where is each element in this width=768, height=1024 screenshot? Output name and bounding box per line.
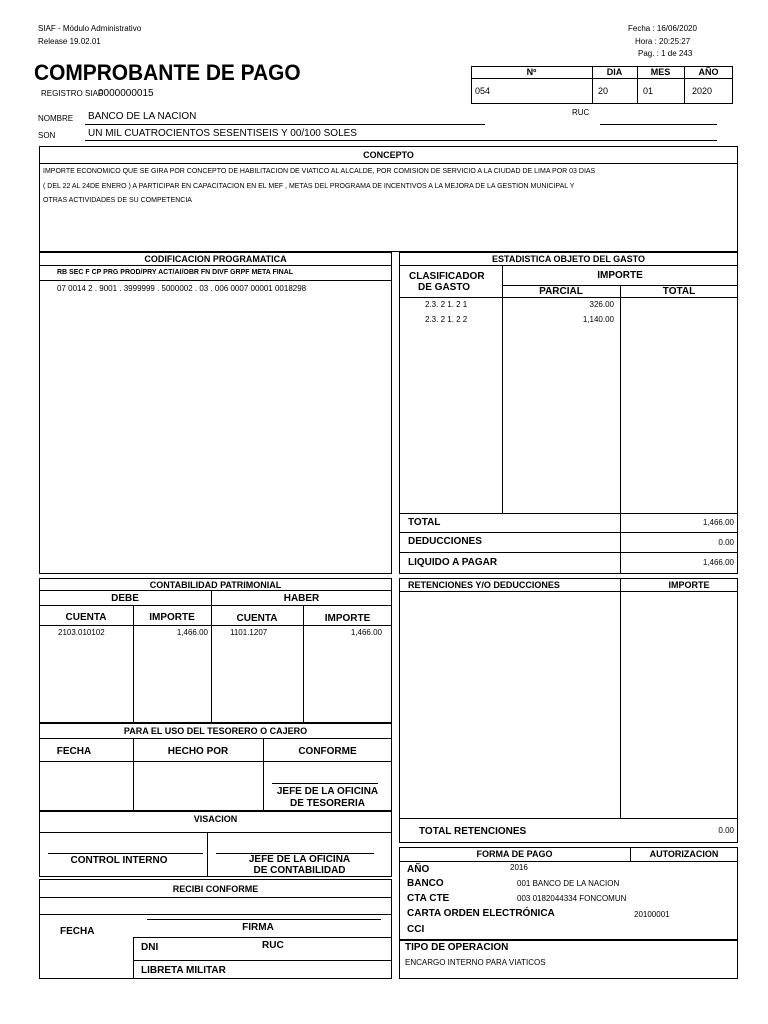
- visacion-title: VISACION: [193, 814, 238, 824]
- parcial-header: PARCIAL: [539, 286, 583, 297]
- numero-value: 054: [475, 86, 491, 96]
- anio-label: AÑO: [698, 67, 719, 77]
- concepto-line-1: IMPORTE ECONOMICO QUE SE GIRA POR CONCEPTO DE HABILITACION DE VIATICO AL ALCALDE, POR COMISION DE SERVICIO A LA CIUDAD DE LIMA POR 03 DIAS: [43, 168, 596, 175]
- concepto-line-2: ( DEL 22 AL 24DE ENERO ) A PARTICIPAR EN CAPACITACION EN EL MEF , METAS DEL PROGRAMA DE INCENTIVOS A LA MEJORA DE LA GESTION MUNICIPAL Y: [43, 183, 575, 190]
- firma-label: FIRMA: [242, 922, 274, 933]
- tesorero-fecha-header: FECHA: [56, 746, 92, 757]
- haber-cuenta-value: 1101.1207: [230, 628, 268, 637]
- dia-label: DIA: [606, 67, 623, 77]
- total-header: TOTAL: [662, 286, 696, 297]
- haber-cuenta-header: CUENTA: [236, 613, 278, 624]
- nombre-value: BANCO DE LA NACION: [88, 111, 197, 122]
- debe-header: DEBE: [111, 593, 139, 604]
- print-date: Fecha : 16/06/2020: [628, 24, 697, 33]
- estadistica-title: ESTADISTICA OBJETO DEL GASTO: [491, 254, 646, 264]
- concepto-line-3: OTRAS ACTIVIDADES DE SU COMPETENCIA: [43, 197, 192, 204]
- print-time: Hora : 20:25:27: [635, 37, 691, 46]
- deducciones-label: DEDUCCIONES: [408, 536, 482, 547]
- page-number: Pag. : 1 de 243: [638, 49, 693, 58]
- control-interno-label: CONTROL INTERNO: [70, 855, 168, 866]
- contabilidad-title: CONTABILIDAD PATRIMONIAL: [149, 580, 282, 590]
- autorizacion-header: AUTORIZACION: [649, 849, 719, 859]
- codificacion-box: [39, 252, 392, 574]
- total-retenciones-value: 0.00: [718, 826, 734, 835]
- carta-orden-value: 20100001: [634, 910, 670, 919]
- clasificador-label-1: CLASIFICADOR: [409, 271, 485, 282]
- retenciones-title: RETENCIONES Y/O DEDUCCIONES: [408, 580, 560, 590]
- cci-label: CCI: [407, 924, 425, 935]
- clasificador-code-2: 2.3. 2 1. 2 2: [425, 315, 468, 324]
- dni-label: DNI: [141, 942, 159, 953]
- deducciones-value: 0.00: [718, 538, 734, 547]
- numero-label: Nº: [526, 67, 537, 77]
- hecho-por-header: HECHO POR: [167, 746, 229, 757]
- anio-value: 2020: [692, 86, 713, 96]
- total-retenciones-label: TOTAL RETENCIONES: [419, 826, 527, 837]
- clasificador-label-2: DE GASTO: [418, 282, 471, 293]
- haber-header: HABER: [283, 593, 320, 604]
- retenciones-box: [399, 578, 738, 843]
- concepto-title: CONCEPTO: [363, 150, 414, 160]
- banco-label: BANCO: [407, 878, 444, 889]
- parcial-value-1: 326.00: [589, 300, 614, 309]
- jefe-tesoreria-line-1: JEFE DE LA OFICINA: [276, 786, 379, 797]
- conforme-header: CONFORME: [298, 746, 357, 757]
- recibi-fecha-label: FECHA: [60, 926, 95, 937]
- tesorero-title: PARA EL USO DEL TESORERO O CAJERO: [123, 726, 308, 736]
- debe-importe-value: 1,466.00: [176, 628, 208, 637]
- mes-label: MES: [650, 67, 671, 77]
- retenciones-importe-header: IMPORTE: [668, 580, 710, 590]
- recibi-ruc-label: RUC: [262, 940, 284, 951]
- registro-label: REGISTRO SIAF: [41, 89, 103, 98]
- document-title: COMPROBANTE DE PAGO: [34, 60, 301, 85]
- recibi-title: RECIBI CONFORME: [172, 884, 259, 894]
- cta-cte-label: CTA CTE: [407, 893, 450, 904]
- jefe-contabilidad-line-1: JEFE DE LA OFICINA: [248, 854, 351, 865]
- mes-value: 01: [643, 86, 654, 96]
- codificacion-title: CODIFICACION PROGRAMATICA: [144, 254, 287, 264]
- tipo-operacion-label: TIPO DE OPERACION: [405, 942, 509, 953]
- debe-importe-header: IMPORTE: [149, 612, 195, 623]
- release-label: Release 19.02.01: [38, 37, 101, 46]
- haber-importe-header: IMPORTE: [324, 613, 371, 624]
- total-value: 1,466.00: [702, 518, 734, 527]
- tipo-operacion-value: ENCARGO INTERNO PARA VIATICOS: [405, 958, 546, 967]
- dia-value: 20: [598, 86, 609, 96]
- banco-value: 001 BANCO DE LA NACION: [517, 879, 620, 888]
- registro-value: 0000000015: [98, 88, 154, 99]
- cta-cte-value: 003 0182044334 FONCOMUN: [517, 894, 627, 903]
- forma-pago-title: FORMA DE PAGO: [476, 849, 553, 859]
- liquido-label: LIQUIDO A PAGAR: [408, 557, 498, 568]
- importe-header: IMPORTE: [597, 270, 643, 281]
- ruc-label: RUC: [572, 108, 590, 117]
- total-label: TOTAL: [408, 517, 441, 528]
- son-label: SON: [38, 131, 56, 140]
- system-name: SIAF - Módulo Administrativo: [38, 24, 142, 33]
- codificacion-row: 07 0014 2 . 9001 . 3999999 . 5000002 . 03 . 006 0007 00001 0018298: [57, 284, 307, 293]
- fp-anio-value: 2016: [510, 863, 528, 872]
- clasificador-code-1: 2.3. 2 1. 2 1: [425, 300, 468, 309]
- jefe-tesoreria-line-2: DE TESORERIA: [289, 798, 365, 809]
- fp-anio-label: AÑO: [407, 864, 430, 875]
- carta-orden-label: CARTA ORDEN ELECTRÓNICA: [407, 908, 555, 919]
- debe-cuenta-header: CUENTA: [65, 612, 107, 623]
- liquido-value: 1,466.00: [702, 558, 734, 567]
- libreta-militar-label: LIBRETA MILITAR: [141, 965, 226, 976]
- nombre-label: NOMBRE: [38, 114, 74, 123]
- haber-importe-value: 1,466.00: [350, 628, 382, 637]
- son-value: UN MIL CUATROCIENTOS SESENTISEIS Y 00/100 SOLES: [88, 128, 357, 139]
- debe-cuenta-value: 2103.010102: [58, 628, 105, 637]
- codificacion-headers: RB SEC F CP PRG PROD/PRY ACT/AI/OBR FN DIVF GRPF META FINAL: [57, 269, 294, 276]
- parcial-value-2: 1,140.00: [582, 315, 614, 324]
- jefe-contabilidad-line-2: DE CONTABILIDAD: [253, 865, 346, 876]
